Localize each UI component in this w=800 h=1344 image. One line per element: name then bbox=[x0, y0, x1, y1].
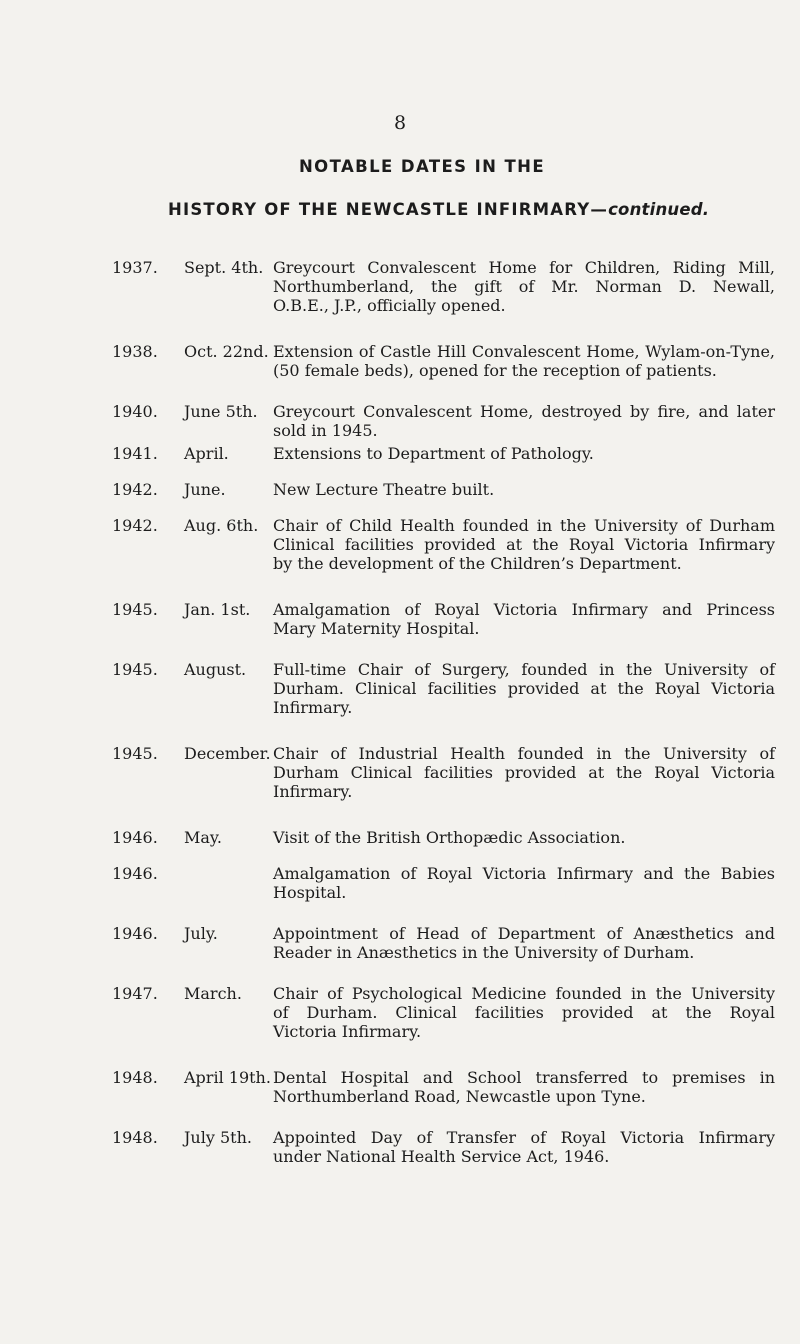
entry-description bbox=[273, 828, 775, 847]
entry-text-line: O.B.E., J.P., officially opened. bbox=[273, 296, 506, 315]
entry-text-line: sold in 1945. bbox=[273, 421, 378, 440]
entry-text-line: Amalgamation of Royal Victoria Infirmary and the Babies bbox=[273, 864, 775, 883]
entry-text-line: Greycourt Convalescent Home for Children, Riding Mill, bbox=[273, 258, 775, 277]
entry-year: 1945. bbox=[112, 600, 158, 619]
entry-date: May. bbox=[184, 828, 222, 847]
heading-line-1: NOTABLE DATES IN THE bbox=[298, 157, 546, 176]
entry-year: 1940. bbox=[112, 402, 158, 421]
entry-description bbox=[273, 600, 775, 638]
entry-text-line: Durham Clinical facilities provided at the Royal Victoria bbox=[273, 763, 775, 782]
entry-description bbox=[273, 660, 775, 717]
entry-text-line: Infirmary. bbox=[273, 698, 353, 717]
entry-text-line: Appointed Day of Transfer of Royal Victoria Infirmary bbox=[273, 1128, 775, 1147]
entry-text-line: Amalgamation of Royal Victoria Infirmary and Princess bbox=[273, 600, 775, 619]
entry-year: 1941. bbox=[112, 444, 158, 463]
entry-description bbox=[273, 402, 775, 440]
entry-year: 1942. bbox=[112, 480, 158, 499]
entry-text-line: New Lecture Theatre built. bbox=[273, 480, 495, 499]
entry-description bbox=[273, 342, 775, 380]
entry-year: 1945. bbox=[112, 744, 158, 763]
entry-text-line: Chair of Child Health founded in the University of Durham bbox=[273, 516, 775, 535]
entry-description bbox=[273, 864, 775, 902]
entry-year: 1947. bbox=[112, 984, 158, 1003]
entry-text-line: Extension of Castle Hill Convalescent Home, Wylam-on-Tyne, bbox=[273, 342, 775, 361]
entry-date: April 19th. bbox=[184, 1068, 271, 1087]
entry-year: 1945. bbox=[112, 660, 158, 679]
entry-text-line: Infirmary. bbox=[273, 782, 353, 801]
entry-year: 1937. bbox=[112, 258, 158, 277]
entry-text-line: Durham. Clinical facilities provided at the Royal Victoria bbox=[273, 679, 775, 698]
entry-text-line: Chair of Psychological Medicine founded in the University bbox=[273, 984, 775, 1003]
entry-text-line: Victoria Infirmary. bbox=[273, 1022, 422, 1041]
entry-text-line: by the development of the Children’s Department. bbox=[273, 554, 682, 573]
entry-text-line: Extensions to Department of Pathology. bbox=[273, 444, 594, 463]
entry-text-line: Greycourt Convalescent Home, destroyed by fire, and later bbox=[273, 402, 775, 421]
entry-description bbox=[273, 1068, 775, 1106]
entry-text-line: Reader in Anæsthetics in the University of Durham. bbox=[273, 943, 695, 962]
entry-date: July. bbox=[184, 924, 218, 943]
entry-description bbox=[273, 984, 775, 1041]
entry-text-line: Northumberland, the gift of Mr. Norman D. Newall, bbox=[273, 277, 775, 296]
entry-text-line: Clinical facilities provided at the Royal Victoria Infirmary bbox=[273, 535, 775, 554]
entry-date: April. bbox=[184, 444, 229, 463]
entry-description bbox=[273, 444, 775, 463]
entry-year: 1948. bbox=[112, 1068, 158, 1087]
entry-date: Aug. 6th. bbox=[184, 516, 259, 535]
heading-line-2-text: HISTORY OF THE NEWCASTLE INFIRMARY— bbox=[168, 200, 609, 219]
entry-description bbox=[273, 744, 775, 801]
entry-date: June. bbox=[184, 480, 226, 499]
entry-description bbox=[273, 258, 775, 315]
entry-description bbox=[273, 924, 775, 962]
entry-description bbox=[273, 1128, 775, 1166]
page-number: 8 bbox=[393, 112, 407, 134]
entry-text-line: Full-time Chair of Surgery, founded in the University of bbox=[273, 660, 775, 679]
entry-text-line: Appointment of Head of Department of Anæsthetics and bbox=[273, 924, 775, 943]
entry-text-line: under National Health Service Act, 1946. bbox=[273, 1147, 610, 1166]
entry-description bbox=[273, 516, 775, 573]
entry-text-line: Mary Maternity Hospital. bbox=[273, 619, 480, 638]
entry-date: March. bbox=[184, 984, 242, 1003]
entry-text-line: of Durham. Clinical facilities provided at the Royal bbox=[273, 1003, 775, 1022]
heading-line-2 bbox=[168, 200, 709, 219]
entry-date: December. bbox=[184, 744, 271, 763]
entry-year: 1938. bbox=[112, 342, 158, 361]
entry-date: Jan. 1st. bbox=[184, 600, 251, 619]
entry-text-line: Visit of the British Orthopædic Association. bbox=[273, 828, 626, 847]
entry-text-line: Northumberland Road, Newcastle upon Tyne. bbox=[273, 1087, 646, 1106]
entry-date: June 5th. bbox=[184, 402, 258, 421]
entry-date: Sept. 4th. bbox=[184, 258, 264, 277]
entry-year: 1946. bbox=[112, 828, 158, 847]
entry-date: Oct. 22nd. bbox=[184, 342, 269, 361]
entry-year: 1946. bbox=[112, 864, 158, 883]
entry-date: July 5th. bbox=[184, 1128, 252, 1147]
entry-description bbox=[273, 480, 775, 499]
entry-year: 1942. bbox=[112, 516, 158, 535]
entry-year: 1948. bbox=[112, 1128, 158, 1147]
entry-text-line: Hospital. bbox=[273, 883, 347, 902]
entry-date: August. bbox=[184, 660, 247, 679]
entry-text-line: (50 female beds), opened for the reception of patients. bbox=[273, 361, 717, 380]
entry-text-line: Dental Hospital and School transferred to premises in bbox=[273, 1068, 775, 1087]
heading-continued: continued. bbox=[608, 200, 710, 219]
entry-text-line: Chair of Industrial Health founded in the University of bbox=[273, 744, 775, 763]
entry-year: 1946. bbox=[112, 924, 158, 943]
